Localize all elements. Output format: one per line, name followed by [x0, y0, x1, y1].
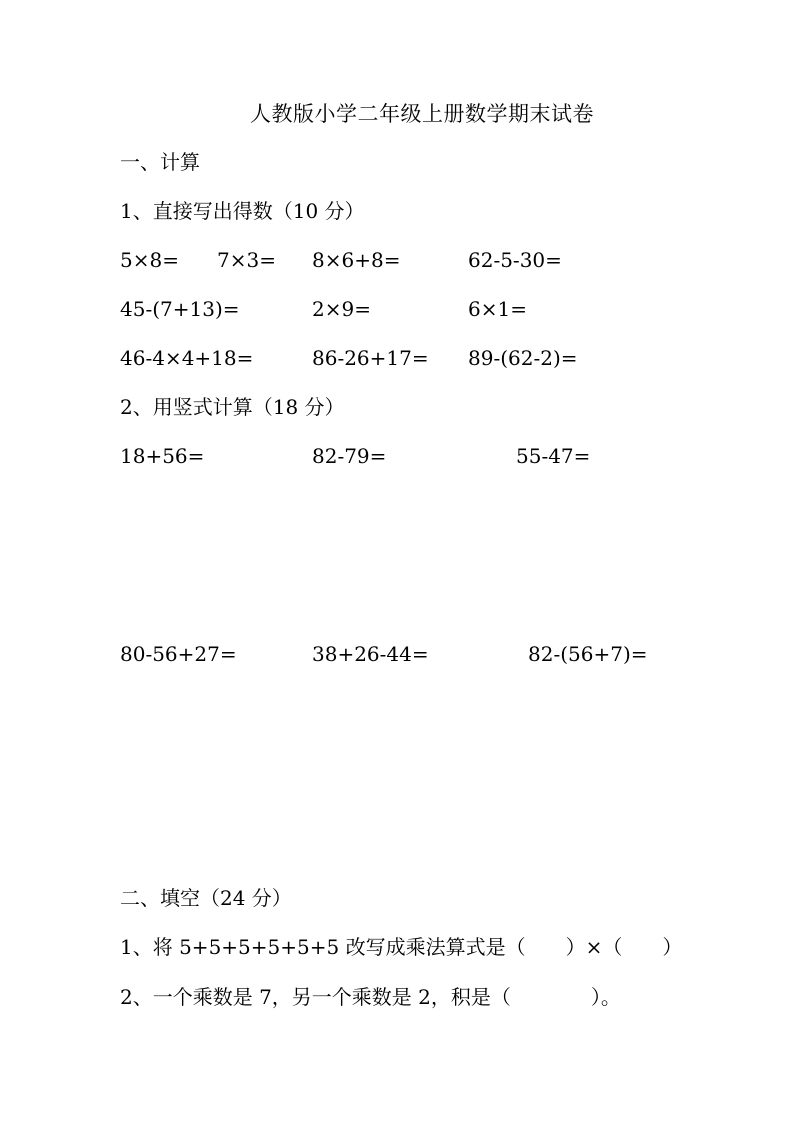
- q1-problem: 46-4×4+18=: [120, 346, 254, 370]
- q1-problem: 8×6+8=: [312, 248, 401, 272]
- q2-problem: 82-(56+7)=: [528, 642, 648, 666]
- q1-heading: 1、直接写出得数（10 分）: [120, 199, 365, 223]
- q1-problem: 7×3=: [217, 248, 276, 272]
- section-1-heading: 一、计算: [120, 150, 200, 174]
- q1-problem: 45-(7+13)=: [120, 297, 240, 321]
- q1-problem: 2×9=: [312, 297, 371, 321]
- q2-problem: 80-56+27=: [120, 642, 237, 666]
- fill-in-question: 2、一个乘数是 7，另一个乘数是 2，积是（ ）。: [120, 985, 621, 1009]
- q1-problem: 6×1=: [468, 297, 527, 321]
- q1-problem: 86-26+17=: [312, 346, 429, 370]
- section-2-heading: 二、填空（24 分）: [120, 886, 292, 910]
- q2-problem: 18+56=: [120, 444, 205, 468]
- q1-problem: 89-(62-2)=: [468, 346, 578, 370]
- page-title: 人教版小学二年级上册数学期末试卷: [250, 102, 594, 126]
- q1-problem: 62-5-30=: [468, 248, 562, 272]
- q2-problem: 82-79=: [312, 444, 387, 468]
- q2-problem: 38+26-44=: [312, 642, 429, 666]
- q2-heading: 2、用竖式计算（18 分）: [120, 395, 345, 419]
- q1-problem: 5×8=: [120, 248, 179, 272]
- fill-in-question: 1、将 5+5+5+5+5+5 改写成乘法算式是（ ）×（ ）: [120, 935, 683, 959]
- q2-problem: 55-47=: [516, 444, 591, 468]
